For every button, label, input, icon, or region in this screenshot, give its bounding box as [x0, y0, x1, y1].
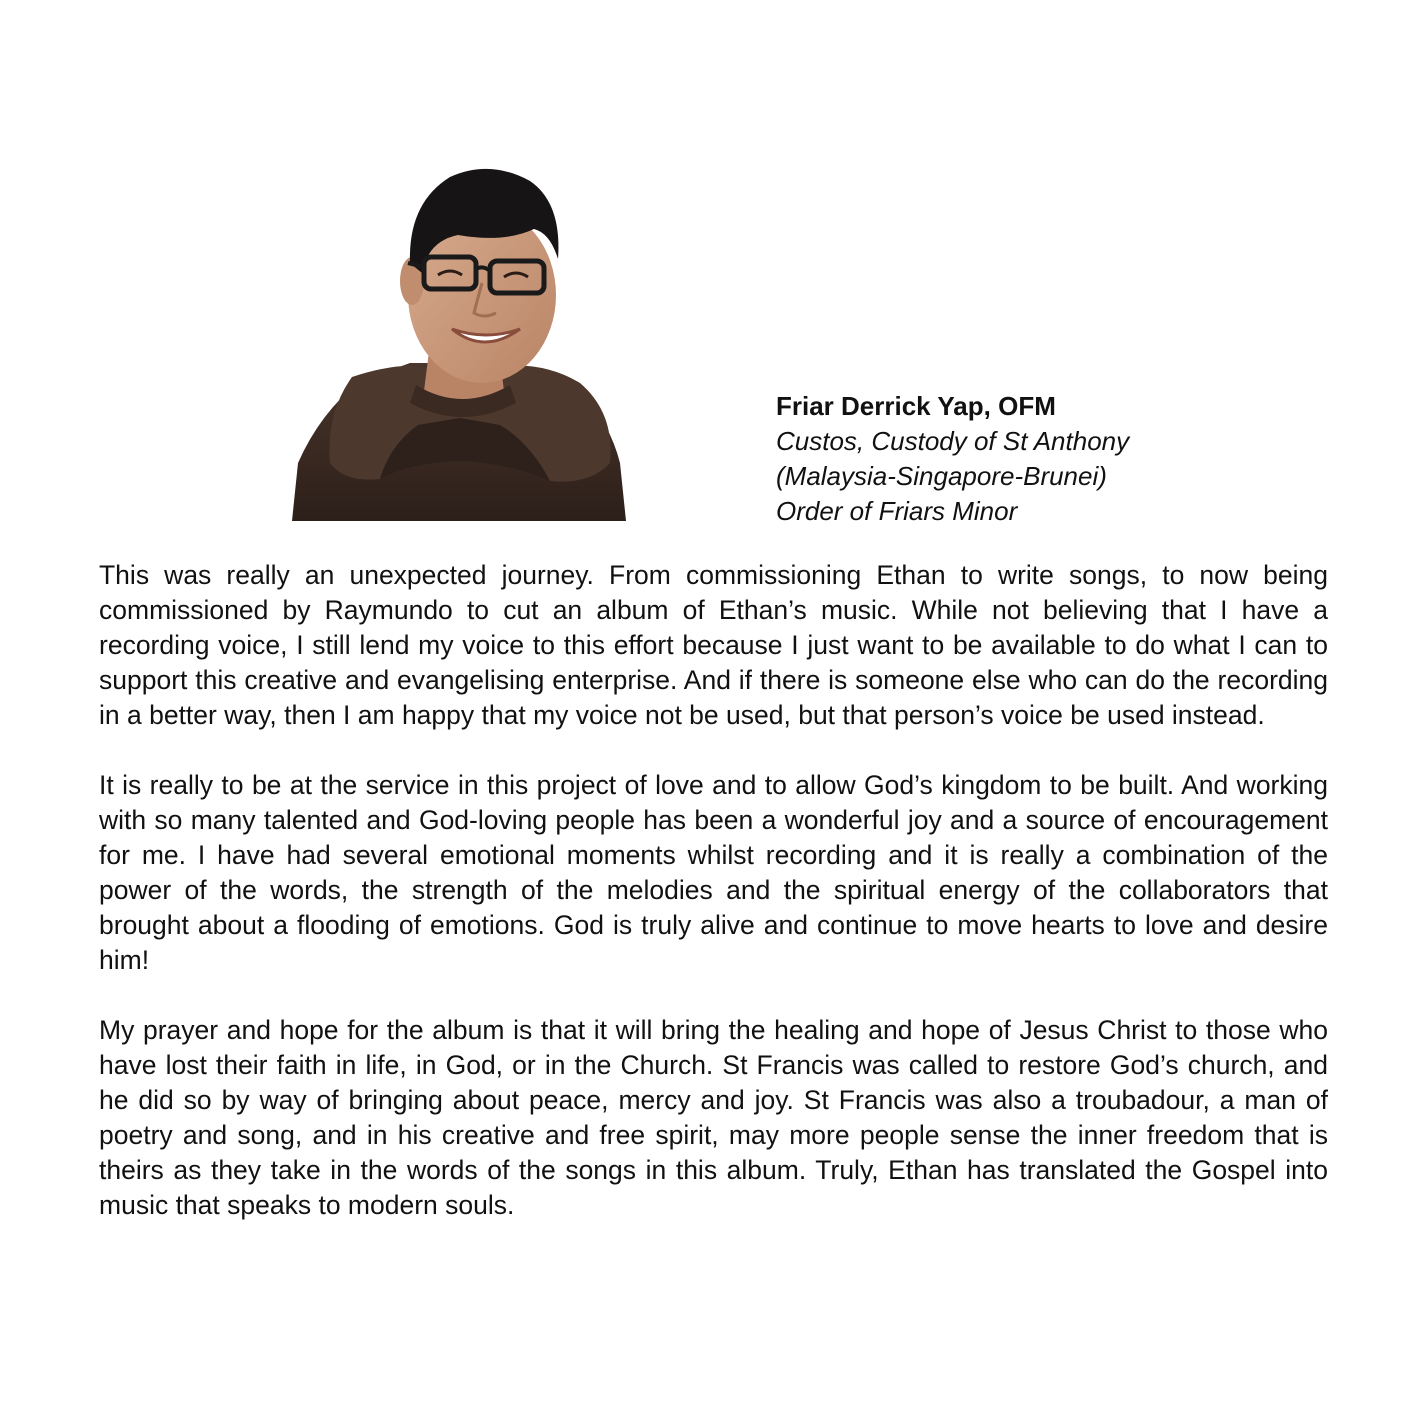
testimony-text [99, 558, 1328, 1258]
testimony-paragraph: This was really an unexpected journey. From commissioning Ethan to write songs, to now being commissioned by Raymundo to cut an album of Ethan’s music. While not believing that I have a recording voice, I still lend my voice to this effort because I just want to be available to do what I can to support this creative and evangelising enterprise. And if there is someone else who can do the recording in a better way, then I am happy that my voice not be used, but that person’s voice be used instead. [99, 560, 1328, 730]
testimony-paragraph: It is really to be at the service in this project of love and to allow God’s kingdom to be built. And working with so many talented and God-loving people has been a wonderful joy and a source of encouragement for me. I have had several emotional moments whilst recording and it is really a combination of the power of the words, the strength of the melodies and the spiritual energy of the collaborators that brought about a flooding of emotions. God is truly alive and continue to move hearts to love and desire him! [99, 770, 1328, 975]
friar-role-line: Custos, Custody of St Anthony [776, 426, 1130, 456]
friar-role-line: (Malaysia-Singapore-Brunei) [776, 461, 1107, 491]
friar-portrait-photo [290, 163, 630, 521]
testimony-paragraph: My prayer and hope for the album is that it will bring the healing and hope of Jesus Christ to those who have lost their faith in life, in God, or in the Church. St Francis was called to restore God’s church, and he did so by way of bringing about peace, mercy and joy. St Francis was also a troubadour, a man of poetry and song, and in his creative and free spirit, may more people sense the inner freedom that is theirs as they take in the words of the songs in this album. Truly, Ethan has translated the Gospel into music that speaks to modern souls. [99, 1015, 1328, 1220]
friar-name: Friar Derrick Yap, OFM [776, 391, 1056, 421]
friar-role-line: Order of Friars Minor [776, 496, 1018, 526]
friar-caption [776, 389, 1129, 529]
